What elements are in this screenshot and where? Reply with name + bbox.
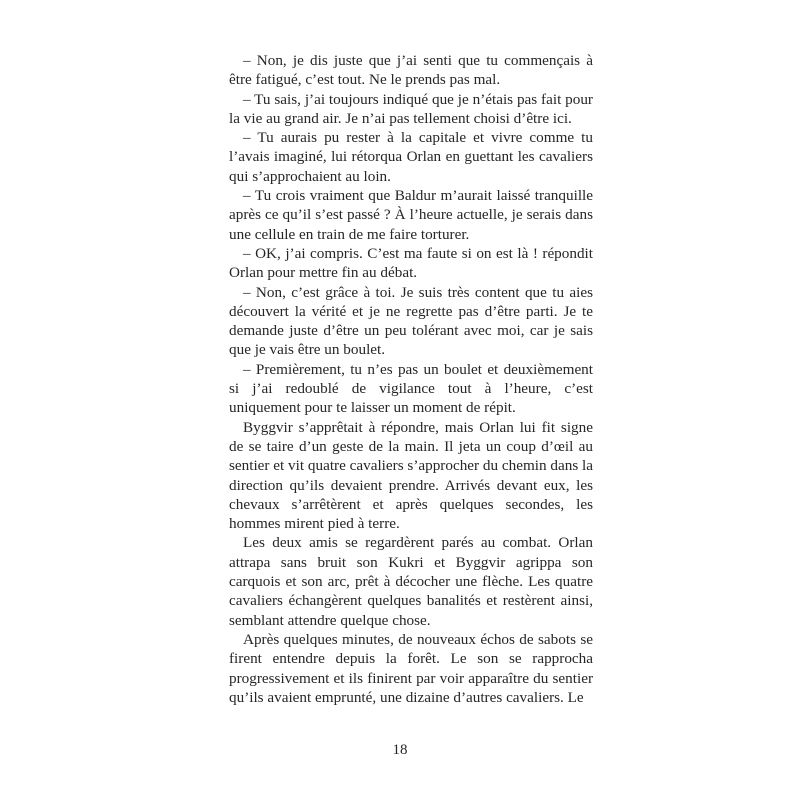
paragraph: – Tu crois vraiment que Baldur m’aurait laissé tranquille après ce qu’il s’est passé ? À l’heure actuelle, je serais dans une cellule en train de me faire torturer. (229, 187, 593, 243)
paragraph: Après quelques minutes, de nouveaux échos de sabots se firent entendre depuis la forêt. Le son se rapprocha progressivement et ils finirent par voir apparaître du sentier qu’ils avaient emprunté, une dizaine d’autres cavaliers. Le (229, 630, 593, 706)
paragraph: – Non, c’est grâce à toi. Je suis très content que tu aies découvert la vérité et je ne regrette pas d’être parti. Je te demande juste d’être un peu tolérant avec moi, car je sais que je vais être un boulet. (229, 283, 593, 359)
body-text (229, 51, 593, 707)
page-number: 18 (392, 742, 408, 758)
paragraph: – Premièrement, tu n’es pas un boulet et deuxièmement si j’ai redoublé de vigilance tout à l’heure, c’est uniquement pour te laisser un moment de répit. (229, 360, 593, 417)
paragraph: – Tu aurais pu rester à la capitale et vivre comme tu l’avais imaginé, lui rétorqua Orlan en guettant les cavaliers qui s’approchaient au loin. (229, 129, 593, 185)
paragraph: – Tu sais, j’ai toujours indiqué que je n’étais pas fait pour la vie au grand air. Je n’ai pas tellement choisi d’être ici. (229, 90, 593, 127)
paragraph: – Non, je dis juste que j’ai senti que tu commençais à être fatigué, c’est tout. Ne le prends pas mal. (229, 52, 593, 89)
paragraph: Byggvir s’apprêtait à répondre, mais Orlan lui fit signe de se taire d’un geste de la main. Il jeta un coup d’œil au sentier et vit quatre cavaliers s’approcher du chemin dans la direction qu’ils devaient prendre. Arrivés devant eux, les chevaux s’arrêtèrent et après quelques secondes, les hommes mirent pied à terre. (229, 418, 593, 533)
paragraph: Les deux amis se regardèrent parés au combat. Orlan attrapa sans bruit son Kukri et Byggvir agrippa son carquois et son arc, prêt à décocher une flèche. Les quatre cavaliers échangèrent quelques banalités et restèrent ainsi, semblant attendre quelque chose. (229, 534, 593, 629)
paragraph: – OK, j’ai compris. C’est ma faute si on est là ! répondit Orlan pour mettre fin au débat. (229, 244, 593, 282)
